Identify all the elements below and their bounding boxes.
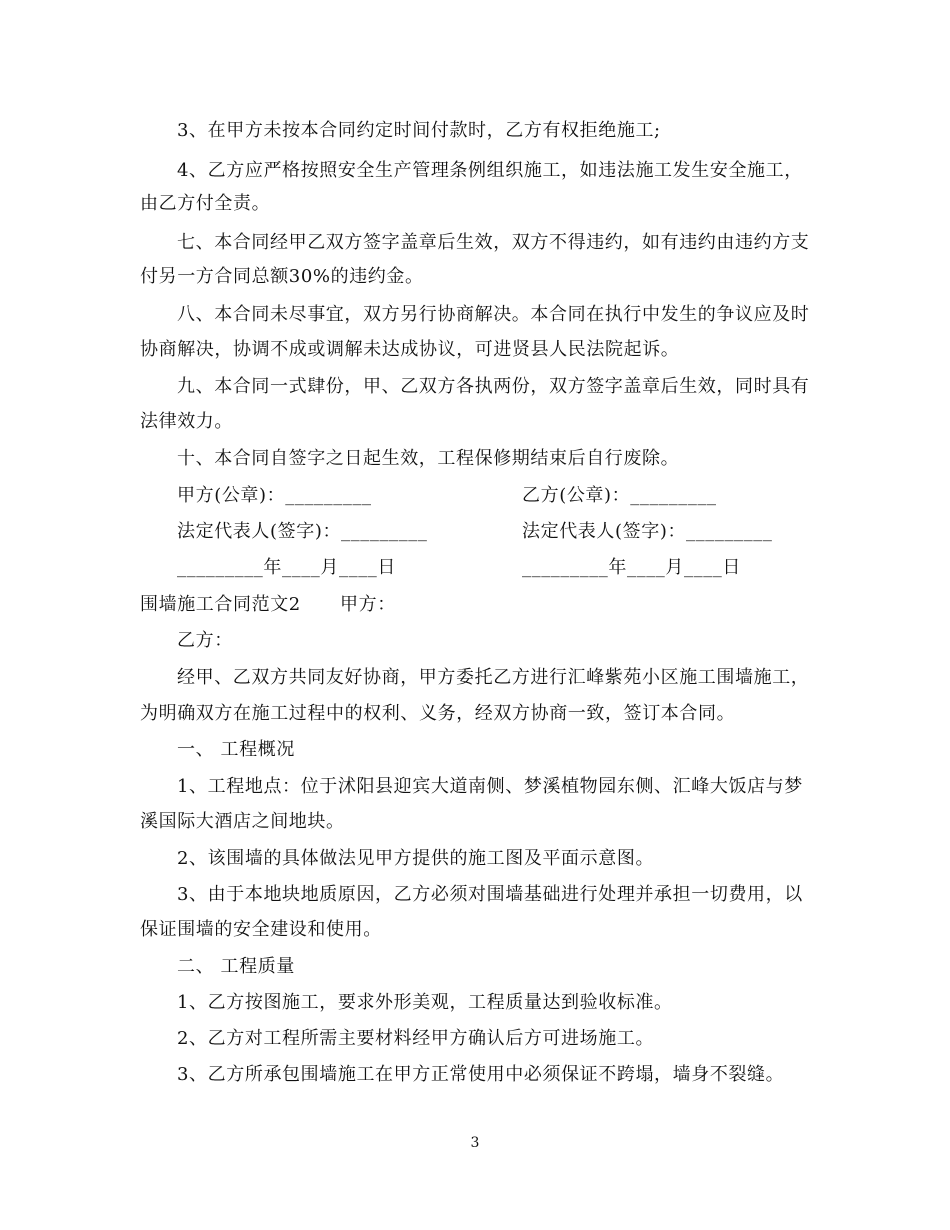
paragraph: 经甲、乙双方共同友好协商，甲方委托乙方进行汇峰紫苑小区施工围墙施工， [177, 667, 810, 688]
party-a-label: 甲方： [340, 594, 396, 615]
party-a-seal-field: 甲方(公章)：_________ [177, 485, 372, 506]
paragraph: 九、本合同一式肆份，甲、乙双方各执两份，双方签字盖章后生效，同时具有 [177, 376, 810, 397]
paragraph: 十、本合同自签字之日起生效，工程保修期结束后自行废除。 [177, 448, 680, 469]
party-b-date-field: _________年____月____日 [522, 557, 741, 578]
party-b-representative-field: 法定代表人(签字)：_________ [522, 521, 773, 542]
paragraph-continuation: 协商解决，协调不成或调解未达成协议，可进贤县人民法院起诉。 [140, 339, 680, 360]
party-a-representative-field: 法定代表人(签字)：_________ [177, 521, 428, 542]
paragraph: 1、乙方按图施工，要求外形美观，工程质量达到验收标准。 [177, 992, 673, 1013]
paragraph: 1、工程地点：位于沭阳县迎宾大道南侧、梦溪植物园东侧、汇峰大饭店与梦 [177, 776, 803, 797]
page-number: 3 [470, 1135, 480, 1151]
paragraph: 2、该围墙的具体做法见甲方提供的施工图及平面示意图。 [177, 848, 655, 869]
party-a-date-field: _________年____月____日 [177, 557, 396, 578]
paragraph-continuation: 付另一方合同总额30%的违约金。 [140, 266, 424, 287]
paragraph-continuation: 保证围墙的安全建设和使用。 [140, 919, 382, 940]
paragraph-continuation: 溪国际大酒店之间地块。 [140, 811, 345, 832]
party-b-seal-field: 乙方(公章)：_________ [522, 485, 717, 506]
party-b-label: 乙方： [177, 630, 233, 651]
paragraph: 2、乙方对工程所需主要材料经甲方确认后方可进场施工。 [177, 1028, 655, 1049]
paragraph: 3、在甲方未按本合同约定时间付款时，乙方有权拒绝施工; [177, 120, 661, 141]
section-heading: 二、 工程质量 [177, 956, 295, 977]
paragraph-continuation: 法律效力。 [140, 411, 233, 432]
paragraph-continuation: 为明确双方在施工过程中的权利、义务，经双方协商一致，签订本合同。 [140, 703, 736, 724]
paragraph: 3、由于本地块地质原因，乙方必须对围墙基础进行处理并承担一切费用，以 [177, 884, 803, 905]
paragraph: 3、乙方所承包围墙施工在甲方正常使用中必须保证不跨塌，墙身不裂缝。 [177, 1064, 785, 1085]
paragraph: 4、乙方应严格按照安全生产管理条例组织施工，如违法施工发生安全施工， [177, 160, 803, 181]
paragraph: 七、本合同经甲乙双方签字盖章后生效，双方不得违约，如有违约由违约方支 [177, 232, 810, 253]
section-heading: 一、 工程概况 [177, 739, 295, 760]
paragraph-continuation: 由乙方付全责。 [140, 193, 271, 214]
section-title: 围墙施工合同范文2 [140, 594, 301, 615]
paragraph: 八、本合同未尽事宜，双方另行协商解决。本合同在执行中发生的争议应及时 [177, 304, 810, 325]
